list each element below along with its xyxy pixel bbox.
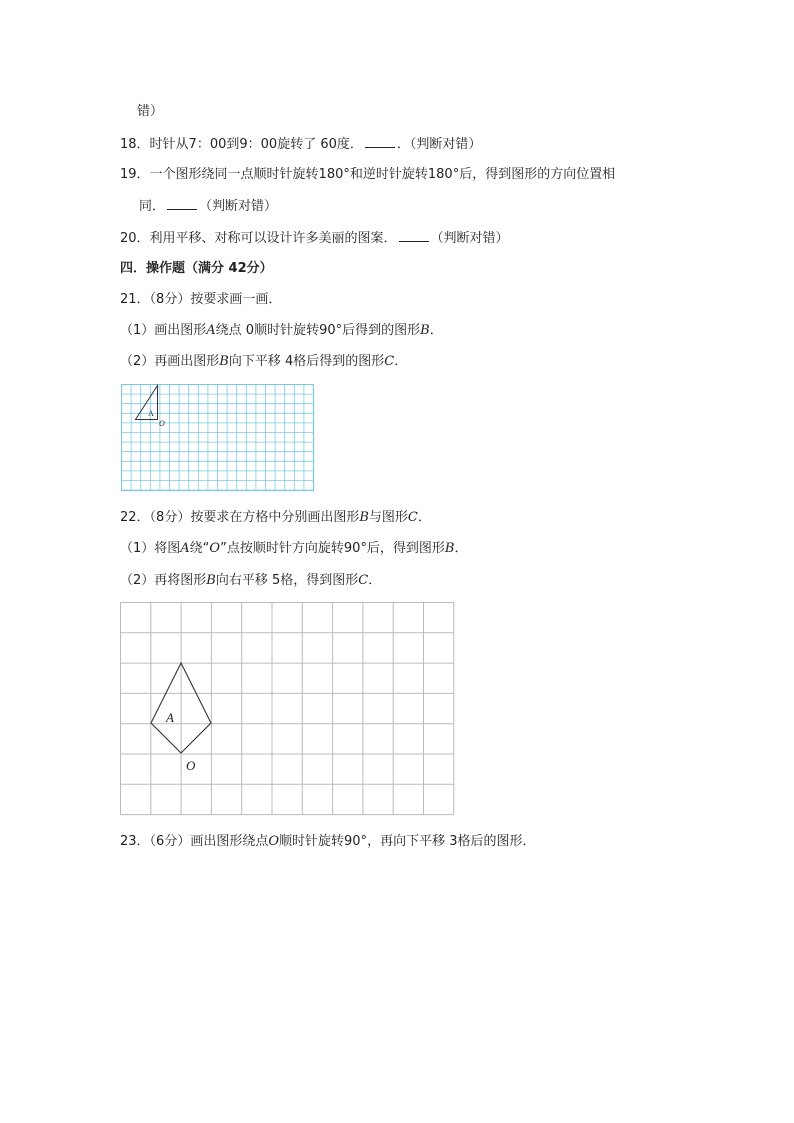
- q22-2-a: （2）再将图形: [120, 573, 207, 588]
- label-o: O: [186, 758, 196, 773]
- q19-text-c: 和逆时针旋转: [349, 167, 428, 182]
- q22-grid-figure: [120, 602, 455, 816]
- question-19: [120, 166, 615, 184]
- q21-1-d: 90°: [319, 323, 343, 338]
- q22-text-d: C: [407, 510, 418, 525]
- q22-1-h: B: [444, 541, 455, 556]
- q17-tail-text: 错）: [137, 104, 164, 119]
- q21-2-c: 向下平移 4格后得到的图形: [228, 354, 385, 369]
- question-23: [120, 833, 535, 851]
- q22-1-g: 后，得到图形: [366, 541, 445, 556]
- q22-1-b: A: [180, 541, 190, 556]
- q20-text-a: 20．利用平移、对称可以设计许多美丽的图案．: [120, 231, 397, 246]
- label-a: A: [166, 710, 174, 725]
- q21-1-f: B: [420, 323, 430, 338]
- q21-1-c: 绕点 0顺时针旋转: [215, 323, 320, 338]
- q23-text-b: O: [268, 834, 279, 849]
- q23-text-e: ，再向下平移 3格后的图形．: [367, 834, 536, 849]
- q22-1-c: 绕“: [189, 541, 210, 556]
- q23-text-c: 顺时针旋转: [279, 834, 345, 849]
- q18-text-b: 7：00: [188, 137, 227, 152]
- q21-1-b: A: [206, 323, 216, 338]
- q22-2-e: ．: [368, 573, 382, 588]
- q22-2-b: B: [206, 573, 216, 588]
- q17-tail: [137, 103, 163, 121]
- q19-cont-a: 同．: [139, 199, 166, 214]
- q22-2-d: C: [358, 573, 369, 588]
- q22-text-a: 22．（8分）按要求在方格中分别画出图形: [120, 510, 360, 525]
- q20-text-b: （判断对错）: [430, 231, 509, 246]
- section-heading: [120, 260, 273, 278]
- q18-text-e: 旋转了 60度．: [277, 137, 363, 152]
- question-22: [120, 509, 431, 527]
- question-22-2: [120, 572, 381, 590]
- q19-cont-b: （判断对错）: [199, 199, 278, 214]
- q21-2-a: （2）再画出图形: [120, 354, 220, 369]
- question-21-2: [120, 353, 407, 371]
- q22-text-b: B: [359, 510, 369, 525]
- q21-1-g: ．: [429, 323, 443, 338]
- q22-text-e: ．: [417, 510, 431, 525]
- q18-text-f: ．（判断对错）: [396, 137, 482, 152]
- question-22-1: [120, 540, 467, 558]
- q20-answer-blank[interactable]: [399, 229, 429, 242]
- q18-text-a: 18．时针从: [120, 137, 189, 152]
- q23-text-a: 23．（6分）画出图形绕点: [120, 834, 269, 849]
- q19-text-b: 180°: [318, 167, 350, 182]
- q21-text: 21．（8分）按要求画一画．: [120, 292, 282, 307]
- q22-1-i: ．: [454, 541, 468, 556]
- q22-1-a: （1）将图: [120, 541, 181, 556]
- q21-2-e: ．: [394, 354, 408, 369]
- question-21-1: [120, 322, 443, 340]
- q19-text-d: 180°: [427, 167, 460, 182]
- q21-grid-figure: [121, 384, 315, 492]
- q21-1-a: （1）画出图形: [120, 323, 207, 338]
- q22-1-d: O: [209, 541, 221, 556]
- q22-2-c: 向右平移 5格，得到图形: [215, 573, 359, 588]
- q21-1-e: 后得到的图形: [342, 323, 421, 338]
- q18-text-c: 到: [226, 137, 240, 152]
- question-19-cont: [139, 197, 277, 216]
- question-21: [120, 291, 281, 309]
- q21-2-d: C: [384, 354, 395, 369]
- q18-answer-blank[interactable]: [365, 135, 395, 148]
- label-a: A: [148, 409, 154, 418]
- section-heading-text: 四．操作题（满分 42分）: [120, 261, 273, 276]
- q19-answer-blank[interactable]: [167, 197, 197, 210]
- q18-text-d: 9：00: [239, 137, 278, 152]
- q19-text-a: 19．一个图形绕同一点顺时针旋转: [120, 167, 319, 182]
- q22-text-c: 与图形: [368, 510, 408, 525]
- q22-1-f: 90°: [343, 541, 367, 556]
- q23-text-d: 90°: [344, 834, 368, 849]
- question-18: [120, 135, 481, 154]
- q22-1-e: ”点按顺时针方向旋转: [220, 541, 344, 556]
- question-20: [120, 229, 509, 248]
- q21-2-b: B: [219, 354, 229, 369]
- label-o: O: [159, 419, 165, 428]
- q19-text-e: 后，得到图形的方向位置相: [459, 167, 616, 182]
